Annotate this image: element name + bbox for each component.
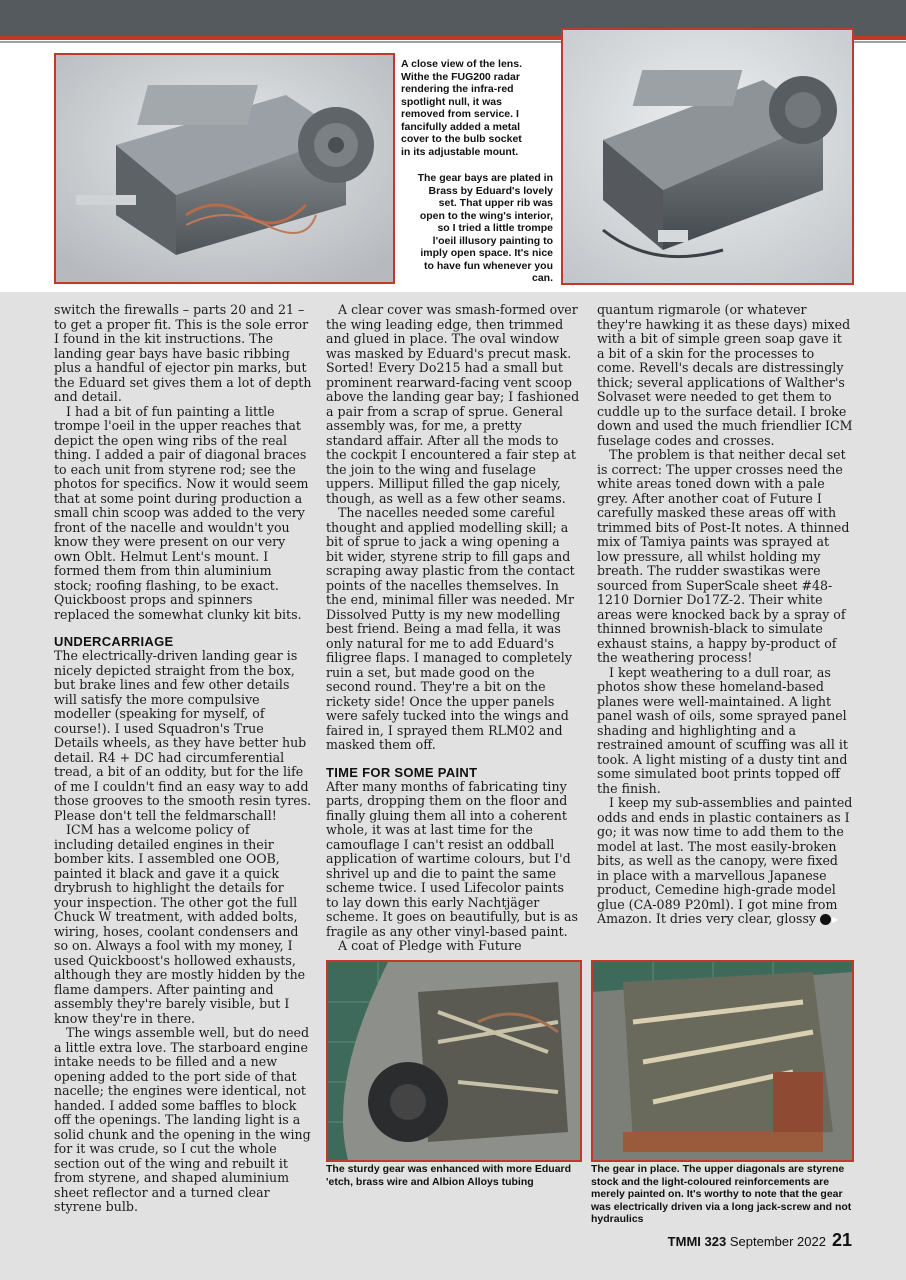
folio-magazine: TMMI <box>667 1234 701 1249</box>
folio-page-number: 21 <box>831 1230 852 1250</box>
col3-paragraph: The problem is that neither decal set is correct: The upper crosses need the white areas toned down with a pale grey. After another coat of Future I carefully masked these areas off with trimmed bits of Post-It notes. A thinned mix of Tamiya paints was sprayed at low pressure, all whilst holding my breath. The rudder swastikas were sourced from SuperScale sheet #48-1210 Dornier Do17Z-2. Their white areas were knocked back by a spray of thinned brownish-black to simulate exhaust stains, a happy by-product of the weathering process! <box>597 447 850 665</box>
caption-lens: A close view of the lens. Withe the FUG200 radar rendering the infra-red spotlight null, it was removed from service. I fancifully added a metal cover to the bulb socket in its adjustable mount. <box>401 58 522 158</box>
caption-sturdy-gear: The sturdy gear was enhanced with more Eduard 'etch, brass wire and Albion Alloys tubing <box>326 1163 572 1188</box>
col1-paragraph: The electrically-driven landing gear is nicely depicted straight from the box, but brake lines and few other details will satisfy the more compulsive modeller (speaking for myself, of course!). I used Squadron's True Details wheels, as they have better hub detail. R4 + DC had circumferential tread, a bit of an oddity, but for the life of me I couldn't find an easy way to add those grooves to the smooth resin tyres. Please don't tell the feldmarschall! <box>54 648 312 823</box>
col3-paragraph <box>597 796 853 927</box>
heading-undercarriage: UNDERCARRIAGE <box>54 634 174 649</box>
continue-arrow-icon: ▶ <box>820 914 831 925</box>
caption-gear-in-place: The gear in place. The upper diagonals are styrene stock and the light-coloured reinforcements are merely painted on. It's worthy to note that the gear was electrically driven via a long jack-screw and not hydraulics <box>591 1163 852 1225</box>
page-folio <box>668 1230 852 1251</box>
article-column-2 <box>326 303 580 954</box>
folio-date: September 2022 <box>729 1234 826 1249</box>
col1-paragraph: I had a bit of fun painting a little trompe l'oeil in the upper reaches that depict the open wing ribs of the real thing. I added a pair of diagonal braces to each unit from styrene rod; see the photos for specifics. Now it would seem that at some point during production a small chin scoop was added to the very front of the nacelle and wouldn't you know they were present on our very own Oblt. Helmut Lent's mount. I formed them from thin aluminium stock; roofing flashing, to be exact. Quickboost props and spinners replaced the somewhat clunky kit bits. <box>54 403 309 622</box>
col1-paragraph: switch the firewalls – parts 20 and 21 – to get a proper fit. This is the sole error I found in the kit instructions. The landing gear bays have basic ribbing plus a handful of ejector pin marks, but the Eduard set gives them a lot of depth and detail. <box>54 302 312 404</box>
col3-paragraph: I kept weathering to a dull roar, as photos show these homeland-based planes were well-maintained. A light panel wash of oils, some sprayed panel shading and highlighting and a restrained amount of scuffing was all it took. A light misting of a dusty tint and some simulated boot prints topped off the finish. <box>597 664 848 796</box>
col2-paragraph: The nacelles needed some careful thought and applied modelling skill; a bit of sprue to jack a wing opening a bit wider, styrene strip to fill gaps and scraping away plastic from the contact points of the nacelles themselves. In the end, minimal filler was needed. Mr Dissolved Putty is my new modelling best friend. Being a mad fella, it was only natural for me to add Eduard's filigree flaps. I managed to completely ruin a set, but made good on the second round. They're a bit on the rickety side! Once the upper panels were safely tucked into the wings and faired in, I sprayed them RLM02 and masked them off. <box>326 505 575 752</box>
article-column-1 <box>54 303 312 1215</box>
col2-paragraph: After many months of fabricating tiny parts, dropping them on the floor and finally gluing them all into a coherent whole, it was at last time for the camouflage I can't resist an oddball application of wartime colours, but I'd shrivel up and die to paint the same scheme twice. I used Lifecolor paints to lay down this early Nachtjäger scheme. It goes on beautifully, but is as fragile as any other vinyl-based paint. <box>326 778 578 939</box>
col2-paragraph: A coat of Pledge with Future <box>338 938 522 953</box>
photo-engine-right <box>561 28 854 285</box>
photo-engine-left <box>54 53 395 284</box>
col2-paragraph: A clear cover was smash-formed over the wing leading edge, then trimmed and glued in place. The oval window was masked by Eduard's precut mask. Sorted! Every Do215 had a small but prominent rearward-facing vent scoop above the landing gear bay; I fashioned a pair from a scrap of sprue. General assembly was, for me, a pretty standard affair. After all the mods to the cockpit I encountered a fair step at the join to the wing and fuselage uppers. Milliput filled the gap nicely, though, as well as a few other seams. <box>326 302 580 506</box>
col1-paragraph: ICM has a welcome policy of including detailed engines in their bomber kits. I assembled one OOB, painted it black and gave it a quick drybrush to highlight the details for your inspection. The other got the full Chuck W treatment, with added bolts, wiring, hoses, coolant condensers and so on. Always a fool with my money, I used Quickboost's hollowed exhausts, although they are mostly hidden by the flame dampers. After painting and assembly they're barely visible, but I know they're in there. <box>54 822 306 1026</box>
caption-gear-bays: The gear bays are plated in Brass by Eduard's lovely set. That upper rib was open to the wing's interior, so I tried a little trompe l'oeil illusory painting to imply open space. It's nice to have fun whenever you can. <box>417 172 553 284</box>
photo-gear-in-place <box>591 960 854 1162</box>
heading-paint: TIME FOR SOME PAINT <box>326 764 478 780</box>
article-column-3 <box>597 303 853 927</box>
col3-paragraph: quantum rigmarole (or whatever they're hawking it as these days) mixed with a bit of simple green soap gave it a bit of a skin for the processes to come. Revell's decals are distressingly thick; several applications of Walther's Solvaset were needed to get them to cuddle up to the surface detail. I broke down and used the much friendlier ICM fuselage codes and crosses. <box>597 302 853 448</box>
folio-issue: 323 <box>704 1234 727 1249</box>
col3-last-paragraph-text: I keep my sub-assemblies and painted odds and ends in plastic containers as I go; it was now time to add them to the model at last. The most easily-broken bits, as well as the canopy, were fixed in place with a marvellous Japanese product, Cemedine high-grade model glue (CA-089 P20ml). I got mine from Amazon. It dries very clear, glossy <box>597 795 853 926</box>
col1-paragraph: The wings assemble well, but do need a little extra love. The starboard engine intake needs to be filled and a new opening added to the port side of that nacelle; the engines were identical, not handed. I added some baffles to block off the openings. The landing light is a solid chunk and the opening in the wing for it was crude, so I cut the whole section out of the wing and rebuilt it from styrene, and shaped aluminium sheet reflector and a turned clear styrene bulb. <box>54 1025 311 1214</box>
photo-landing-gear-bay <box>326 960 582 1162</box>
